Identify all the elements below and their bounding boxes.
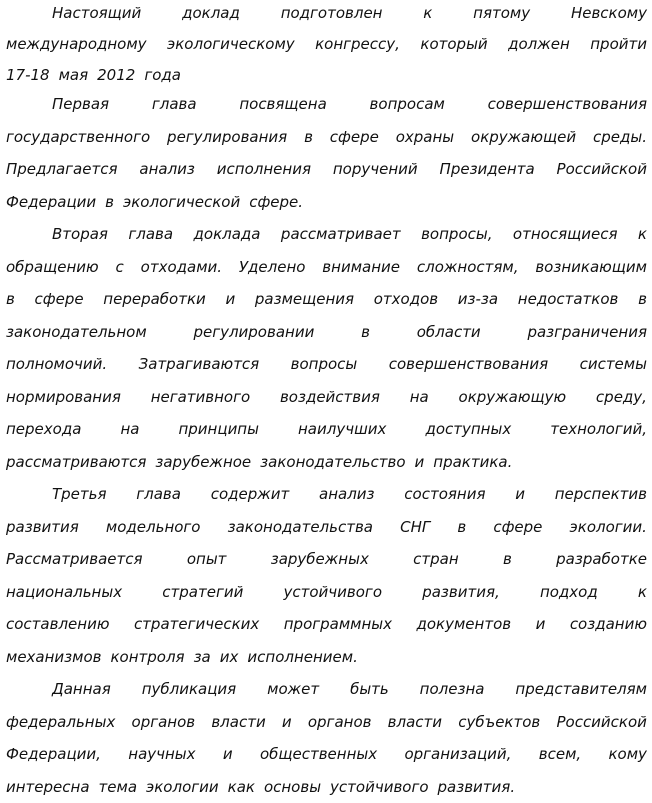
paragraph-5 (6, 673, 647, 803)
text-line: Рассматривается опыт зарубежных стран в разработке (6, 543, 647, 576)
paragraph-4 (6, 478, 647, 673)
text-line: Предлагается анализ исполнения поручений Президента Российской (6, 153, 647, 186)
text-line: Третья глава содержит анализ состояния и перспектив (6, 478, 647, 511)
text-line: Первая глава посвящена вопросам совершенствования (6, 88, 647, 121)
text-line: международному экологическому конгрессу, который должен пройти (6, 26, 647, 62)
text-line: нормирования негативного воздействия на окружающую среду, (6, 381, 647, 414)
text-line: Федерации в экологической сфере. (6, 186, 647, 219)
text-line: Данная публикация может быть полезна представителям (6, 673, 647, 706)
text-line: составлению стратегических программных документов и созданию (6, 608, 647, 641)
text-line: полномочий. Затрагиваются вопросы совершенствования системы (6, 348, 647, 381)
text-line: механизмов контроля за их исполнением. (6, 641, 647, 674)
text-line: 17-18 мая 2012 года (6, 62, 647, 88)
text-line: рассматриваются зарубежное законодательство и практика. (6, 446, 647, 479)
paragraph-1 (6, 0, 647, 88)
text-line: в сфере переработки и размещения отходов из-за недостатков в (6, 283, 647, 316)
paragraph-2 (6, 88, 647, 218)
text-line: перехода на принципы наилучших доступных технологий, (6, 413, 647, 446)
text-line: развития модельного законодательства СНГ в сфере экологии. (6, 511, 647, 544)
text-line: федеральных органов власти и органов власти субъектов Российской (6, 706, 647, 739)
text-line: интересна тема экологии как основы устойчивого развития. (6, 771, 647, 803)
paragraph-3 (6, 218, 647, 478)
text-line: государственного регулирования в сфере охраны окружающей среды. (6, 121, 647, 154)
text-line: Федерации, научных и общественных организаций, всем, кому (6, 738, 647, 771)
text-line: законодательном регулировании в области разграничения (6, 316, 647, 349)
text-line: Вторая глава доклада рассматривает вопросы, относящиеся к (6, 218, 647, 251)
text-line: обращению с отходами. Уделено внимание сложностям, возникающим (6, 251, 647, 284)
text-line: Настоящий доклад подготовлен к пятому Невскому (6, 0, 647, 26)
text-line: национальных стратегий устойчивого развития, подход к (6, 576, 647, 609)
